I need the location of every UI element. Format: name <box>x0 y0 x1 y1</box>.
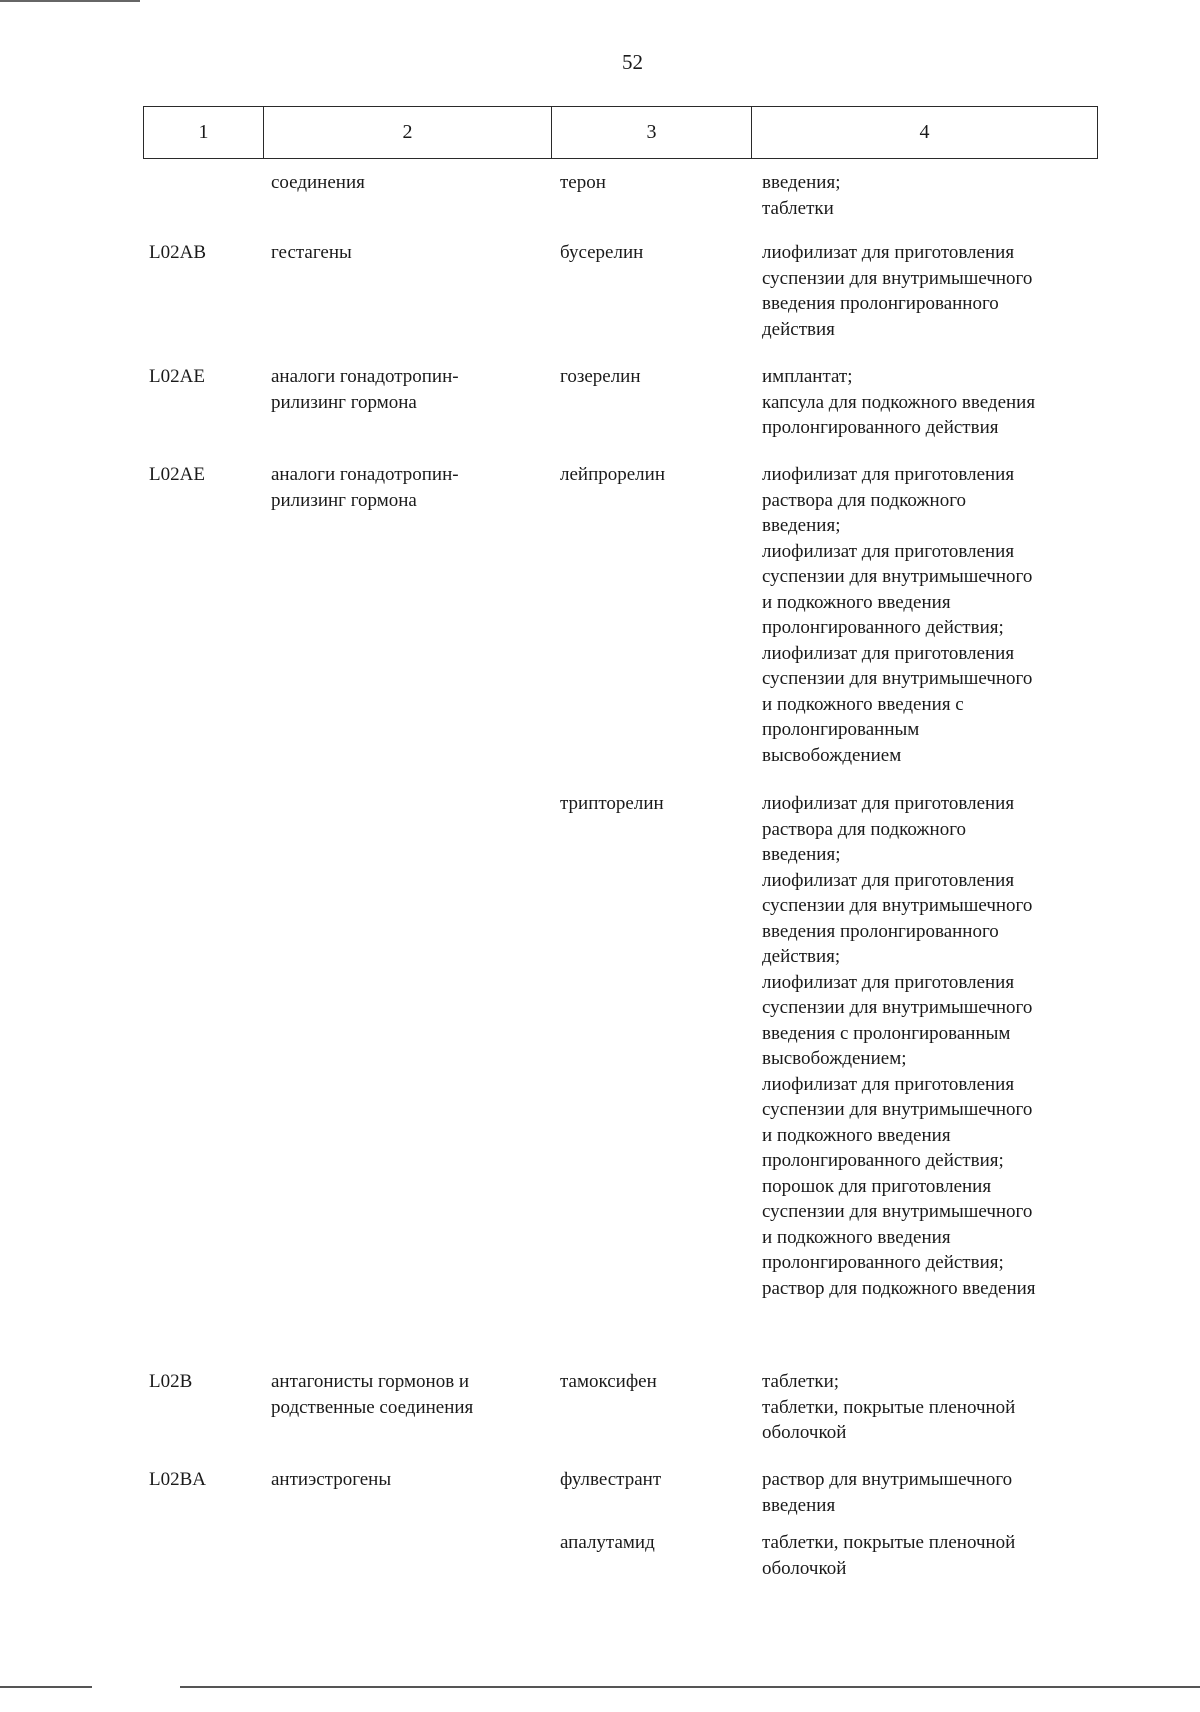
dosage-forms: лиофилизат для приготовления раствора для подкожного введения; лиофилизат для приготовления суспензии для внутримышечного введения пролонгированного действия; лиофилизат для приготовления суспензии для внутримышечного введения с пролонгированным высвобождением; лиофилизат для приготовления суспензии для внутримышечного и подкожного введения пролонгированного действия; порошок для приготовления суспензии для внутримышечного и подкожного введения пролонгированного действия; раствор для подкожного введения <box>762 793 1036 1299</box>
substance-name: бусерелин <box>560 242 644 263</box>
table-row <box>0 1467 1200 1530</box>
pharmacological-group: гестагены <box>271 242 352 263</box>
dosage-forms: лиофилизат для приготовления раствора для подкожного введения; лиофилизат для приготовления суспензии для внутримышечного и подкожного введения пролонгированного действия; лиофилизат для приготовления суспензии для внутримышечного и подкожного введения с пролонгированным высвобождением <box>762 464 1033 766</box>
pharmacological-group: аналоги гонадотропин- рилизинг гормона <box>271 464 459 511</box>
substance-name: лейпрорелин <box>560 464 666 485</box>
column-header-4: 4 <box>919 120 930 143</box>
substance-name: апалутамид <box>560 1532 655 1553</box>
table-row <box>0 1369 1200 1467</box>
atc-code: L02AE <box>149 366 205 387</box>
table-header <box>143 106 1098 159</box>
dosage-forms: таблетки, покрытые пленочной оболочкой <box>762 1532 1016 1579</box>
dosage-forms: лиофилизат для приготовления суспензии для внутримышечного введения пролонгированного действия <box>762 242 1033 340</box>
table-row <box>0 364 1200 462</box>
table-row <box>0 170 1200 240</box>
table-row <box>0 1530 1200 1590</box>
scan-edge-line <box>0 0 140 2</box>
column-header-3: 3 <box>552 107 752 158</box>
page-number: 52 <box>622 50 643 74</box>
dosage-forms: таблетки; таблетки, покрытые пленочной оболочкой <box>762 1371 1016 1443</box>
substance-name: трипторелин <box>560 793 664 814</box>
table-body <box>0 170 1200 1590</box>
pharmacological-group: антагонисты гормонов и родственные соединения <box>271 1371 474 1418</box>
table-row <box>0 462 1200 791</box>
table-row <box>0 240 1200 364</box>
atc-code: L02B <box>149 1371 193 1392</box>
scan-edge-line <box>180 1686 1200 1688</box>
dosage-forms: введения; таблетки <box>762 172 841 219</box>
atc-code: L02AB <box>149 242 206 263</box>
atc-code: L02BA <box>149 1469 206 1490</box>
column-header-2: 2 <box>264 107 552 158</box>
pharmacological-group: соединения <box>271 172 365 193</box>
substance-name: фулвестрант <box>560 1469 662 1490</box>
atc-code: L02AE <box>149 464 205 485</box>
substance-name: гозерелин <box>560 366 641 387</box>
pharmacological-group: аналоги гонадотропин- рилизинг гормона <box>271 366 459 413</box>
pharmacological-group: антиэстрогены <box>271 1469 392 1490</box>
table-row <box>0 791 1200 1369</box>
column-header-1: 1 <box>144 107 264 158</box>
dosage-forms: раствор для внутримышечного введения <box>762 1469 1013 1516</box>
scan-edge-line <box>0 1686 92 1688</box>
dosage-forms: имплантат; капсула для подкожного введения пролонгированного действия <box>762 366 1036 438</box>
substance-name: терон <box>560 172 606 193</box>
substance-name: тамоксифен <box>560 1371 657 1392</box>
